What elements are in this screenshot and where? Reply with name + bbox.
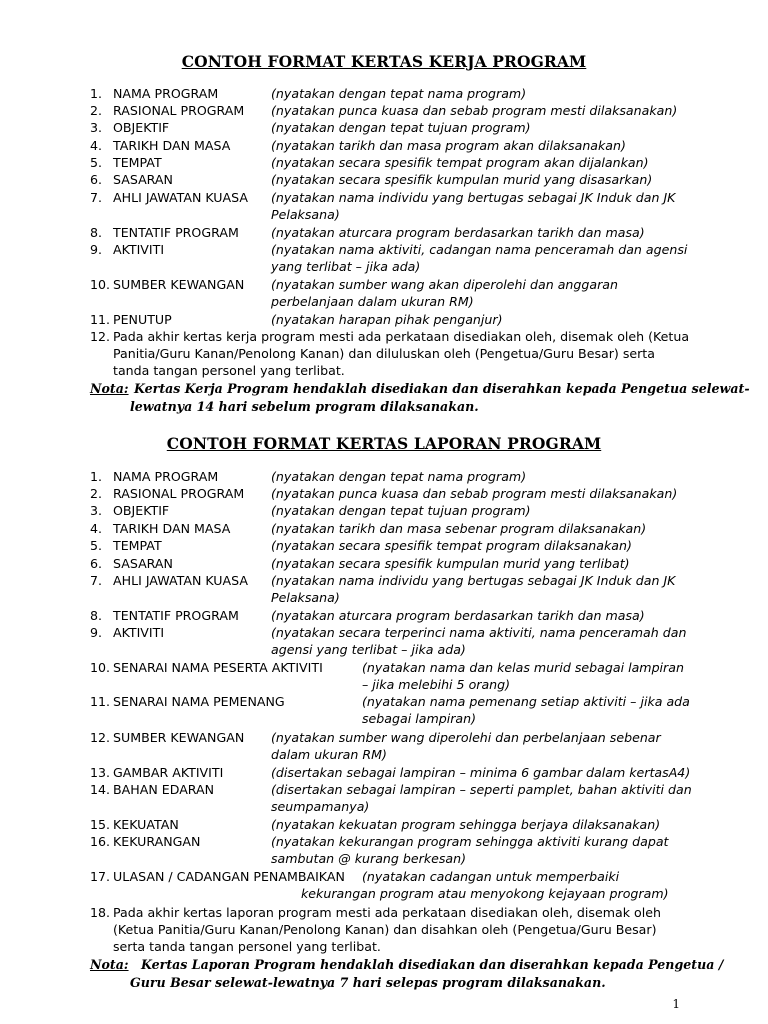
proposal-closing-line: tanda tangan personel yang terlibat.	[113, 363, 345, 378]
report-item-number: 7.	[90, 573, 103, 588]
proposal-item-number: 6.	[90, 172, 103, 187]
report-item-desc-cont: dalam ukuran RM)	[271, 747, 387, 762]
report-nota-text-cont: Guru Besar selewat-lewatnya 7 hari selepas program dilaksanakan.	[130, 975, 606, 990]
proposal-item-number: 10.	[90, 277, 111, 292]
proposal-item-desc: (nyatakan dengan tepat nama program)	[271, 86, 527, 101]
report-item-desc: (nyatakan tarikh dan masa sebenar program dilaksanakan)	[271, 521, 647, 536]
report-item-desc-cont: agensi yang terlibat – jika ada)	[271, 642, 466, 657]
proposal-item-label: AKTIVITI	[113, 242, 165, 257]
report-closing-line: Pada akhir kertas laporan program mesti ada perkataan disediakan oleh, disemak oleh	[113, 905, 661, 920]
report-item-label: SUMBER KEWANGAN	[113, 730, 245, 745]
report-item-number: 4.	[90, 521, 103, 536]
report-item-desc: (disertakan sebagai lampiran – seperti pamplet, bahan aktiviti dan	[271, 782, 692, 797]
report-item-desc: (nyatakan dengan tepat nama program)	[271, 469, 527, 484]
proposal-item-label: PENUTUP	[113, 312, 172, 327]
proposal-item-desc: (nyatakan harapan pihak penganjur)	[271, 312, 503, 327]
report-item-label: RASIONAL PROGRAM	[113, 486, 245, 501]
report-item-number: 15.	[90, 817, 111, 832]
report-item-number: 11.	[90, 694, 111, 709]
report-item-desc: (nyatakan kekurangan program sehingga aktiviti kurang dapat	[271, 834, 669, 849]
report-item-label: AKTIVITI	[113, 625, 165, 640]
report-item-number: 6.	[90, 556, 103, 571]
report-item-label: ULASAN / CADANGAN PENAMBAIKAN	[113, 869, 345, 884]
report-item-desc: (nyatakan nama dan kelas murid sebagai lampiran	[362, 660, 684, 675]
proposal-closing-line: Pada akhir kertas kerja program mesti ada perkataan disediakan oleh, disemak oleh (Ketua	[113, 329, 690, 344]
report-item-desc: (nyatakan secara terperinci nama aktiviti, nama penceramah dan	[271, 625, 687, 640]
report-title: CONTOH FORMAT KERTAS LAPORAN PROGRAM	[166, 434, 602, 453]
report-item-label: SENARAI NAMA PEMENANG	[113, 694, 285, 709]
report-nota-text: Kertas Laporan Program hendaklah disediakan dan diserahkan kepada Pengetua /	[141, 957, 724, 972]
proposal-item-number: 12.	[90, 329, 111, 344]
report-item-label: TENTATIF PROGRAM	[113, 608, 239, 623]
report-item-label: NAMA PROGRAM	[113, 469, 219, 484]
report-item-label: KEKUATAN	[113, 817, 179, 832]
report-item-number: 13.	[90, 765, 111, 780]
report-item-desc-cont: kekurangan program atau menyokong kejayaan program)	[301, 886, 669, 901]
report-item-desc-cont: sebagai lampiran)	[362, 711, 477, 726]
report-item-number: 16.	[90, 834, 111, 849]
report-item-number: 17.	[90, 869, 111, 884]
proposal-closing-line: Panitia/Guru Kanan/Penolong Kanan) dan diluluskan oleh (Pengetua/Guru Besar) serta	[113, 346, 655, 361]
report-item-desc-cont: seumpamanya)	[271, 799, 370, 814]
report-item-desc: (nyatakan aturcara program berdasarkan tarikh dan masa)	[271, 608, 645, 623]
report-item-label: SENARAI NAMA PESERTA AKTIVITI	[113, 660, 323, 675]
proposal-item-number: 11.	[90, 312, 111, 327]
proposal-item-number: 5.	[90, 155, 103, 170]
proposal-item-desc: (nyatakan aturcara program berdasarkan tarikh dan masa)	[271, 225, 645, 240]
report-item-number: 2.	[90, 486, 103, 501]
report-item-desc: (nyatakan sumber wang diperolehi dan perbelanjaan sebenar	[271, 730, 661, 745]
proposal-item-desc-cont: Pelaksana)	[271, 207, 340, 222]
report-item-label: AHLI JAWATAN KUASA	[113, 573, 248, 588]
report-item-number: 12.	[90, 730, 111, 745]
proposal-item-number: 8.	[90, 225, 103, 240]
proposal-item-number: 7.	[90, 190, 103, 205]
report-item-number: 1.	[90, 469, 103, 484]
report-item-desc: (nyatakan secara spesifik kumpulan murid yang terlibat)	[271, 556, 630, 571]
report-item-desc: (nyatakan punca kuasa dan sebab program mesti dilaksanakan)	[271, 486, 678, 501]
report-item-desc: (disertakan sebagai lampiran – minima 6 gambar dalam kertasA4)	[271, 765, 691, 780]
report-item-label: TEMPAT	[113, 538, 162, 553]
proposal-item-desc: (nyatakan secara spesifik tempat program akan dijalankan)	[271, 155, 649, 170]
proposal-item-desc: (nyatakan tarikh dan masa program akan dilaksanakan)	[271, 138, 626, 153]
proposal-item-desc: (nyatakan secara spesifik kumpulan murid yang disasarkan)	[271, 172, 653, 187]
proposal-nota-text: Kertas Kerja Program hendaklah disediakan dan diserahkan kepada Pengetua selewat-	[134, 381, 750, 396]
proposal-item-label: TARIKH DAN MASA	[113, 138, 231, 153]
proposal-item-label: TENTATIF PROGRAM	[113, 225, 239, 240]
proposal-item-desc: (nyatakan nama individu yang bertugas sebagai JK Induk dan JK	[271, 190, 676, 205]
report-item-label: GAMBAR AKTIVITI	[113, 765, 224, 780]
proposal-item-label: TEMPAT	[113, 155, 162, 170]
proposal-item-number: 1.	[90, 86, 103, 101]
proposal-item-desc-cont: perbelanjaan dalam ukuran RM)	[271, 294, 474, 309]
report-item-label: KEKURANGAN	[113, 834, 201, 849]
proposal-item-label: AHLI JAWATAN KUASA	[113, 190, 248, 205]
report-item-desc: (nyatakan nama pemenang setiap aktiviti – jika ada	[362, 694, 690, 709]
proposal-item-label: SASARAN	[113, 172, 173, 187]
proposal-nota-text-cont: lewatnya 14 hari sebelum program dilaksanakan.	[130, 399, 479, 414]
report-item-desc-cont: Pelaksana)	[271, 590, 340, 605]
proposal-item-label: NAMA PROGRAM	[113, 86, 219, 101]
report-item-number: 3.	[90, 503, 103, 518]
proposal-item-desc: (nyatakan nama aktiviti, cadangan nama penceramah dan agensi	[271, 242, 688, 257]
proposal-title: CONTOH FORMAT KERTAS KERJA PROGRAM	[181, 52, 587, 71]
proposal-item-desc: (nyatakan dengan tepat tujuan program)	[271, 120, 531, 135]
report-item-desc: (nyatakan secara spesifik tempat program dilaksanakan)	[271, 538, 632, 553]
proposal-item-label: SUMBER KEWANGAN	[113, 277, 245, 292]
report-item-label: BAHAN EDARAN	[113, 782, 215, 797]
report-closing-line: serta tanda tangan personel yang terlibat.	[113, 939, 381, 954]
report-item-desc: (nyatakan nama individu yang bertugas sebagai JK Induk dan JK	[271, 573, 676, 588]
proposal-item-number: 9.	[90, 242, 103, 257]
report-item-number: 10.	[90, 660, 111, 675]
proposal-item-desc-cont: yang terlibat – jika ada)	[271, 259, 421, 274]
report-item-desc: (nyatakan dengan tepat tujuan program)	[271, 503, 531, 518]
proposal-item-desc: (nyatakan sumber wang akan diperolehi dan anggaran	[271, 277, 618, 292]
proposal-item-number: 4.	[90, 138, 103, 153]
report-item-number: 9.	[90, 625, 103, 640]
page-number: 1	[672, 997, 680, 1011]
report-item-number: 8.	[90, 608, 103, 623]
proposal-item-number: 3.	[90, 120, 103, 135]
report-item-desc-cont: sambutan @ kurang berkesan)	[271, 851, 467, 866]
proposal-item-desc: (nyatakan punca kuasa dan sebab program mesti dilaksanakan)	[271, 103, 678, 118]
report-item-number: 18.	[90, 905, 111, 920]
proposal-item-label: RASIONAL PROGRAM	[113, 103, 245, 118]
report-nota-label: Nota:	[90, 957, 129, 972]
proposal-item-label: OBJEKTIF	[113, 120, 170, 135]
proposal-item-number: 2.	[90, 103, 103, 118]
report-item-number: 14.	[90, 782, 111, 797]
report-item-label: TARIKH DAN MASA	[113, 521, 231, 536]
report-item-desc: (nyatakan cadangan untuk memperbaiki	[362, 869, 620, 884]
report-item-number: 5.	[90, 538, 103, 553]
report-item-label: SASARAN	[113, 556, 173, 571]
report-item-desc: (nyatakan kekuatan program sehingga berjaya dilaksanakan)	[271, 817, 661, 832]
report-closing-line: (Ketua Panitia/Guru Kanan/Penolong Kanan) dan disahkan oleh (Pengetua/Guru Besar)	[113, 922, 657, 937]
report-item-desc-cont: – jika melebihi 5 orang)	[362, 677, 511, 692]
proposal-nota-label: Nota:	[90, 381, 129, 396]
report-item-label: OBJEKTIF	[113, 503, 170, 518]
